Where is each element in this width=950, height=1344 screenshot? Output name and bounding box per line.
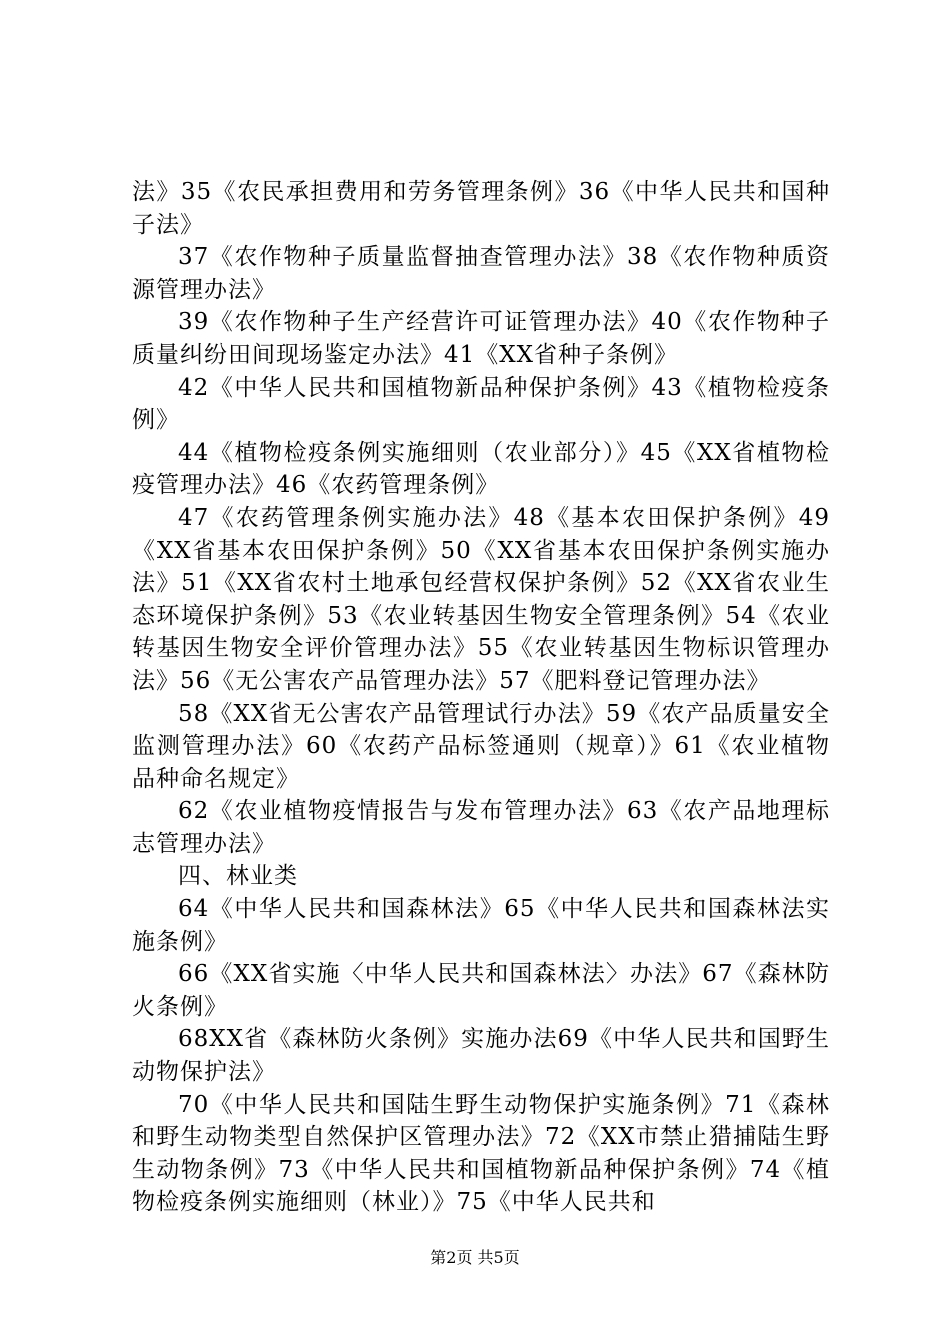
paragraph-4: 42《中华人民共和国植物新品种保护条例》43《植物检疫条例》 (132, 374, 830, 434)
paragraph-1: 法》35《农民承担费用和劳务管理条例》36《中华人民共和国种子法》 (132, 179, 830, 238)
document-body (132, 176, 830, 1219)
paragraph-13: 70《中华人民共和国陆生野生动物保护实施条例》71《森林和野生动物类型自然保护区管理办法》72《XX市禁止猎捕陆生野生动物条例》73《中华人民共和国植物新品种保护条例》74《植物检疫条例实施细则（林业）》75《中华人民共和 (132, 1091, 830, 1216)
paragraph-5: 44《植物检疫条例实施细则（农业部分）》45《XX省植物检疫管理办法》46《农药管理条例》 (132, 439, 831, 499)
paragraph-2: 37《农作物种子质量监督抽查管理办法》38《农作物种质资源管理办法》 (132, 244, 830, 303)
paragraph-11: 66《XX省实施〈中华人民共和国森林法〉办法》67《森林防火条例》 (132, 961, 830, 1020)
paragraph-8: 62《农业植物疫情报告与发布管理办法》63《农产品地理标志管理办法》 (132, 798, 830, 857)
section-heading-forestry: 四、林业类 (178, 863, 298, 890)
page-number-footer: 第2页 共5页 (430, 1248, 520, 1267)
paragraph-6: 47《农药管理条例实施办法》48《基本农田保护条例》49《XX省基本农田保护条例》50《XX省基本农田保护条例实施办法》51《XX省农村土地承包经营权保护条例》52《XX省农业生态环境保护条例》53《农业转基因生物安全管理条例》54《农业转基因生物安全评价管理办法》55《农业转基因生物标识管理办法》56《无公害农产品管理办法》57《肥料登记管理办法》 (132, 504, 830, 694)
paragraph-10: 64《中华人民共和国森林法》65《中华人民共和国森林法实施条例》 (132, 896, 830, 955)
paragraph-3: 39《农作物种子生产经营许可证管理办法》40《农作物种子质量纠纷田间现场鉴定办法》41《XX省种子条例》 (132, 309, 830, 368)
paragraph-7: 58《XX省无公害农产品管理试行办法》59《农产品质量安全监测管理办法》60《农药产品标签通则（规章）》61《农业植物品种命名规定》 (132, 700, 830, 792)
paragraph-12: 68XX省《森林防火条例》实施办法69《中华人民共和国野生动物保护法》 (132, 1026, 830, 1086)
